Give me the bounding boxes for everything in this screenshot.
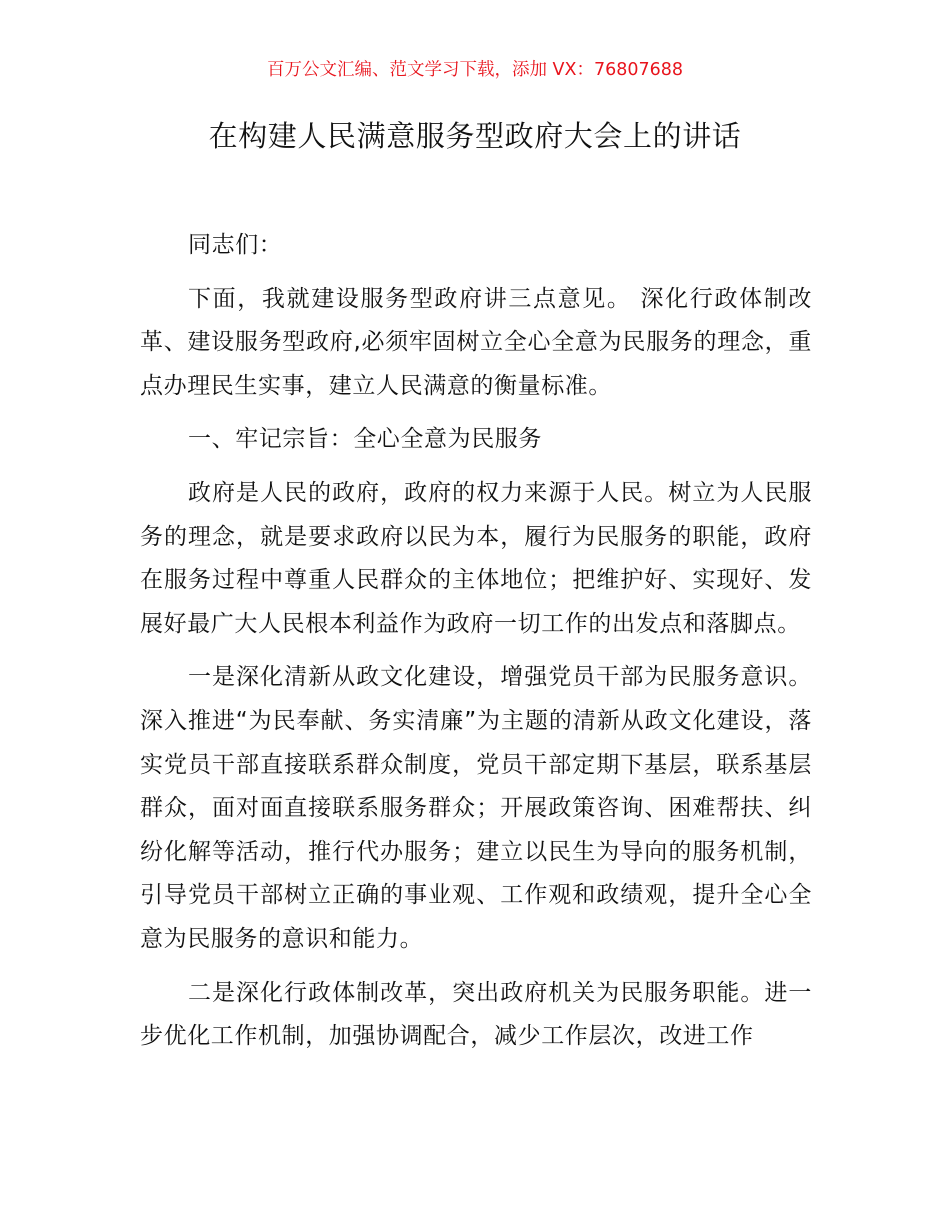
paragraph-intro: 下面，我就建设服务型政府讲三点意见。 深化行政体制改革、建设服务型政府,必须牢固树立全心全意为民服务的理念，重点办理民生实事，建立人民满意的衡量标准。	[140, 285, 812, 399]
paragraph-point-1: 一是深化清新从政文化建设，增强党员干部为民服务意识。深入推进“为民奉献、务实清廉”为主题的清新从政文化建设，落实党员干部直接联系群众制度，党员干部定期下基层，联系基层群众，面对面直接联系服务群众；开展政策咨询、困难帮扶、纠纷化解等活动，推行代办服务；建立以民生为导向的服务机制，引导党员干部树立正确的事业观、工作观和政绩观，提升全心全意为民服务的意识和能力。	[140, 664, 812, 952]
document-body	[140, 224, 812, 1059]
section-heading-1: 一、牢记宗旨：全心全意为民服务	[188, 426, 542, 453]
watermark-banner: 百万公文汇编、范文学习下载，添加 VX：76807688	[266, 60, 684, 80]
greeting: 同志们：	[188, 232, 283, 258]
paragraph-section-1: 政府是人民的政府，政府的权力来源于人民。树立为人民服务的理念，就是要求政府以民为本，履行为民服务的职能，政府在服务过程中尊重人民群众的主体地位；把维护好、实现好、发展好最广大人民根本利益作为政府一切工作的出发点和落脚点。	[140, 479, 812, 637]
document-title: 在构建人民满意服务型政府大会上的讲话	[208, 119, 742, 153]
paragraph-point-2: 二是深化行政体制改革，突出政府机关为民服务职能。进一步优化工作机制，加强协调配合，减少工作层次，改进工作	[140, 979, 812, 1050]
